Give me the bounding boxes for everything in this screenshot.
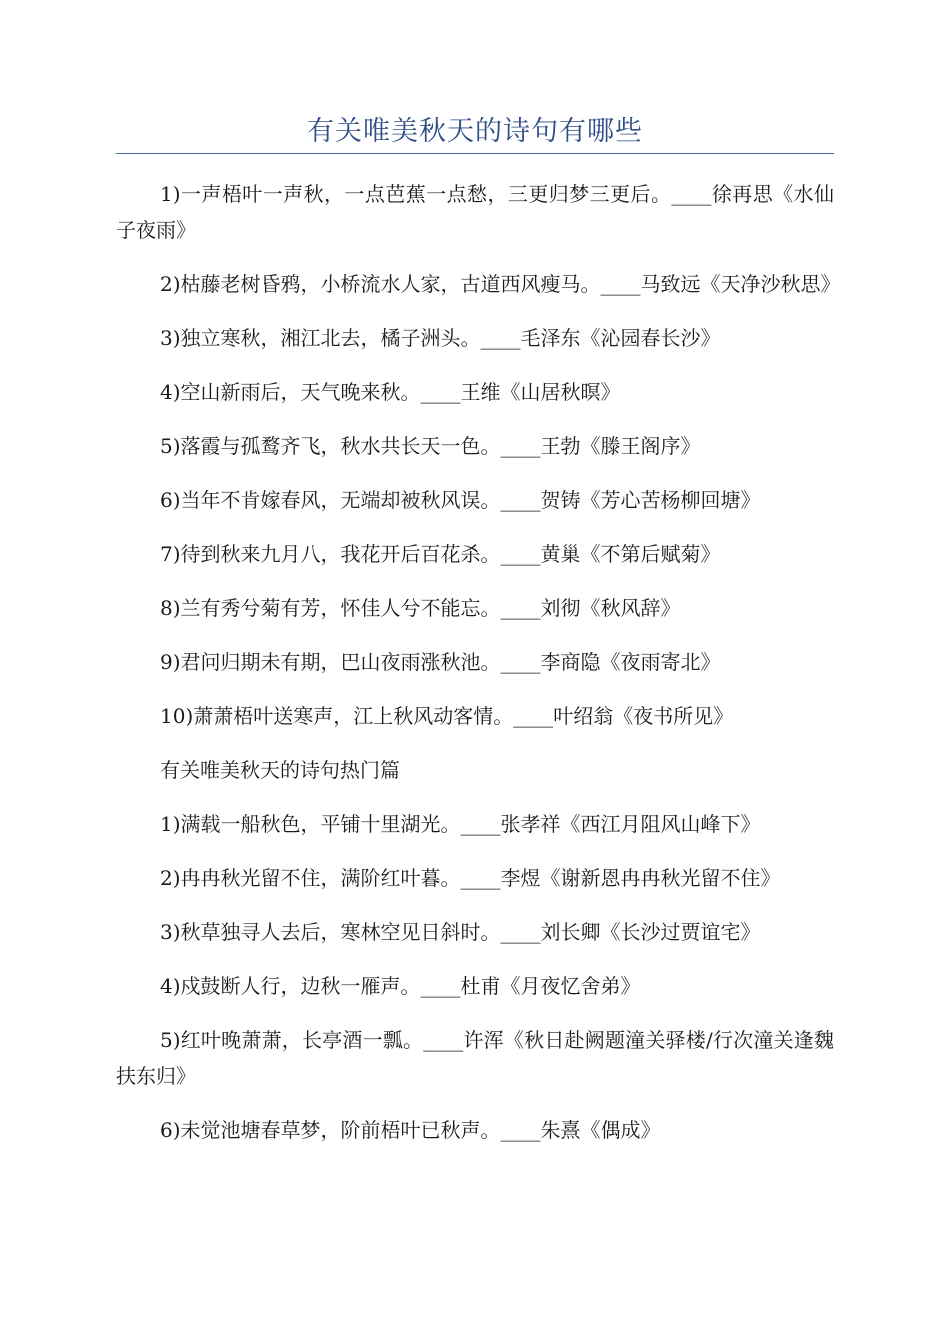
page-title: 有关唯美秋天的诗句有哪些 xyxy=(307,116,643,147)
poem-line: 6)未觉池塘春草梦，阶前梧叶已秋声。____朱熹《偶成》 xyxy=(160,1118,661,1142)
section-heading: 有关唯美秋天的诗句热门篇 xyxy=(160,758,400,782)
title-divider xyxy=(116,153,834,154)
poem-line: 2)冉冉秋光留不住，满阶红叶暮。____李煜《谢新恩冉冉秋光留不住》 xyxy=(160,866,781,890)
poem-line: 9)君问归期未有期，巴山夜雨涨秋池。____李商隐《夜雨寄北》 xyxy=(160,650,721,674)
poem-line: 4)戍鼓断人行，边秋一雁声。____杜甫《月夜忆舍弟》 xyxy=(160,974,641,998)
poem-line: 7)待到秋来九月八，我花开后百花杀。____黄巢《不第后赋菊》 xyxy=(160,542,721,566)
poem-line: 10)萧萧梧叶送寒声，江上秋风动客情。____叶绍翁《夜书所见》 xyxy=(160,704,734,728)
poem-line: 4)空山新雨后，天气晚来秋。____王维《山居秋暝》 xyxy=(160,380,621,404)
poem-line: 1)满载一船秋色，平铺十里湖光。____张孝祥《西江月阻风山峰下》 xyxy=(160,812,761,836)
document-body xyxy=(116,176,841,1166)
poem-line: 6)当年不肯嫁春风，无端却被秋风误。____贺铸《芳心苦杨柳回塘》 xyxy=(160,488,761,512)
poem-line: 3)秋草独寻人去后，寒林空见日斜时。____刘长卿《长沙过贾谊宅》 xyxy=(160,920,761,944)
poem-line: 5)红叶晚萧萧，长亭酒一瓢。____许浑《秋日赴阙题潼关驿楼/行次潼关逢魏扶东归》 xyxy=(116,1028,834,1088)
poem-line: 8)兰有秀兮菊有芳，怀佳人兮不能忘。____刘彻《秋风辞》 xyxy=(160,596,681,620)
poem-line: 2)枯藤老树昏鸦，小桥流水人家，古道西风瘦马。____马致远《天净沙秋思》 xyxy=(160,272,841,296)
poem-line: 5)落霞与孤鹜齐飞，秋水共长天一色。____王勃《滕王阁序》 xyxy=(160,434,701,458)
poem-line: 3)独立寒秋，湘江北去，橘子洲头。____毛泽东《沁园春长沙》 xyxy=(160,326,721,350)
poem-line: 1)一声梧叶一声秋，一点芭蕉一点愁，三更归梦三更后。____徐再思《水仙子夜雨》 xyxy=(116,182,834,242)
